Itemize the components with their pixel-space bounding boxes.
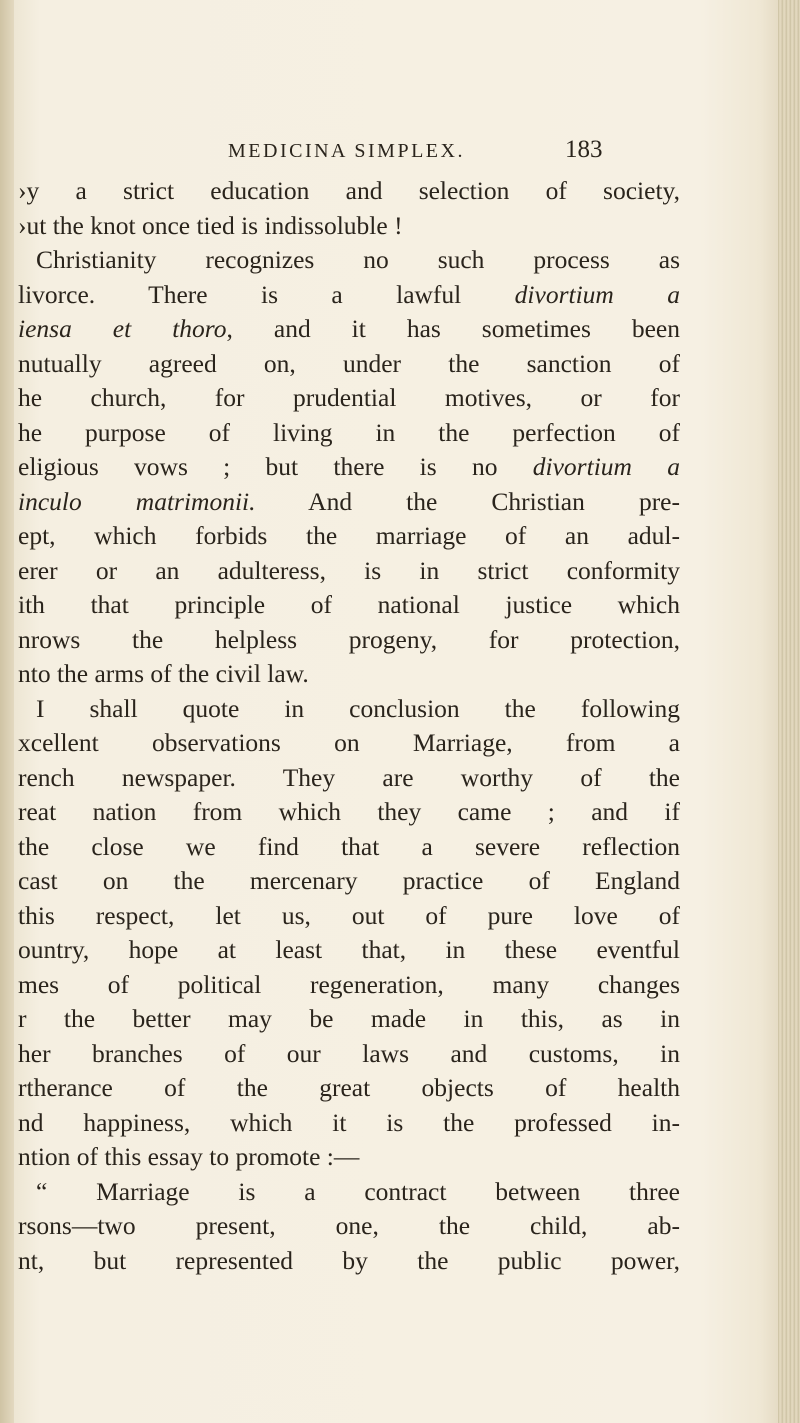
text-line (0, 347, 680, 382)
text-run: livorce. There is a lawful (18, 279, 515, 309)
text-line (0, 209, 680, 244)
text-run: ntion of this essay to promote :— (18, 1142, 360, 1171)
italic-phrase: divortium a (514, 279, 680, 309)
italic-phrase: iensa et thoro (18, 314, 227, 343)
text-line (0, 1140, 680, 1175)
text-run: nt, but represented by the public power, (18, 1245, 680, 1275)
text-line (0, 761, 680, 796)
text-run: ountry, hope at least that, in these eventful (18, 935, 680, 964)
text-run: And the Christian pre- (255, 486, 680, 516)
text-line (0, 830, 680, 865)
text-run: ›ut the knot once tied is indissoluble ! (18, 210, 403, 240)
text-run: Christianity recognizes no such process as (36, 245, 680, 274)
page-edge (778, 0, 800, 1423)
text-run: ith that principle of national justice which (18, 590, 680, 619)
text-line (0, 416, 680, 451)
text-run: he church, for prudential motives, or for (18, 383, 680, 412)
page-number: 183 (565, 136, 603, 163)
text-line (0, 1209, 680, 1244)
text-line (0, 381, 680, 416)
text-run: cast on the mercenary practice of England (18, 866, 680, 895)
text-run: nutually agreed on, under the sanction of (18, 348, 680, 378)
text-run: rtherance of the great objects of health (18, 1073, 680, 1102)
text-line (0, 312, 680, 347)
text-run: the close we find that a severe reflection (18, 831, 680, 861)
italic-phrase: divortium a (532, 452, 680, 481)
running-title: MEDICINA SIMPLEX. (228, 140, 465, 162)
text-line (0, 174, 680, 209)
text-run: nrows the helpless progeny, for protection, (18, 624, 680, 654)
text-line (0, 1002, 680, 1037)
italic-phrase: inculo matrimonii. (18, 486, 256, 516)
text-run: this respect, let us, out of pure love of (18, 900, 680, 930)
text-run: ›y a strict education and selection of society, (18, 176, 680, 205)
text-line (0, 588, 680, 623)
text-line (0, 485, 680, 520)
text-line (0, 899, 680, 934)
text-line (0, 519, 680, 554)
text-line (0, 243, 680, 278)
text-line (0, 692, 680, 727)
text-run: I shall quote in conclusion the following (36, 693, 680, 723)
running-head (0, 136, 800, 170)
text-line (0, 623, 680, 658)
text-run: rench newspaper. They are worthy of the (18, 762, 680, 792)
text-run: eligious vows ; but there is no (18, 452, 533, 481)
text-line (0, 1106, 680, 1141)
text-line (0, 1037, 680, 1072)
text-line (0, 933, 680, 968)
text-line (0, 450, 680, 485)
text-line (0, 657, 680, 692)
text-line (0, 278, 680, 313)
text-line (0, 795, 680, 830)
text-run: he purpose of living in the perfection of (18, 417, 680, 447)
body-text (0, 174, 690, 1278)
text-line (0, 726, 680, 761)
text-run: , and it has sometimes been (226, 314, 680, 343)
text-run: erer or an adulteress, is in strict conformity (18, 555, 680, 585)
text-line (0, 554, 680, 589)
text-run: “ Marriage is a contract between three (36, 1176, 680, 1206)
text-run: reat nation from which they came ; and if (18, 797, 680, 826)
text-run: xcellent observations on Marriage, from a (18, 728, 680, 757)
text-line (0, 968, 680, 1003)
text-run: rsons—two present, one, the child, ab- (18, 1211, 680, 1240)
text-line (0, 1244, 680, 1279)
text-line (0, 1175, 680, 1210)
text-run: nto the arms of the civil law. (18, 659, 309, 688)
text-run: her branches of our laws and customs, in (18, 1038, 680, 1068)
text-line (0, 1071, 680, 1106)
text-line (0, 864, 680, 899)
text-run: ept, which forbids the marriage of an adul- (18, 521, 680, 550)
text-run: mes of political regeneration, many changes (18, 969, 680, 999)
text-run: r the better may be made in this, as in (18, 1004, 680, 1033)
text-run: nd happiness, which it is the professed in- (18, 1107, 680, 1137)
